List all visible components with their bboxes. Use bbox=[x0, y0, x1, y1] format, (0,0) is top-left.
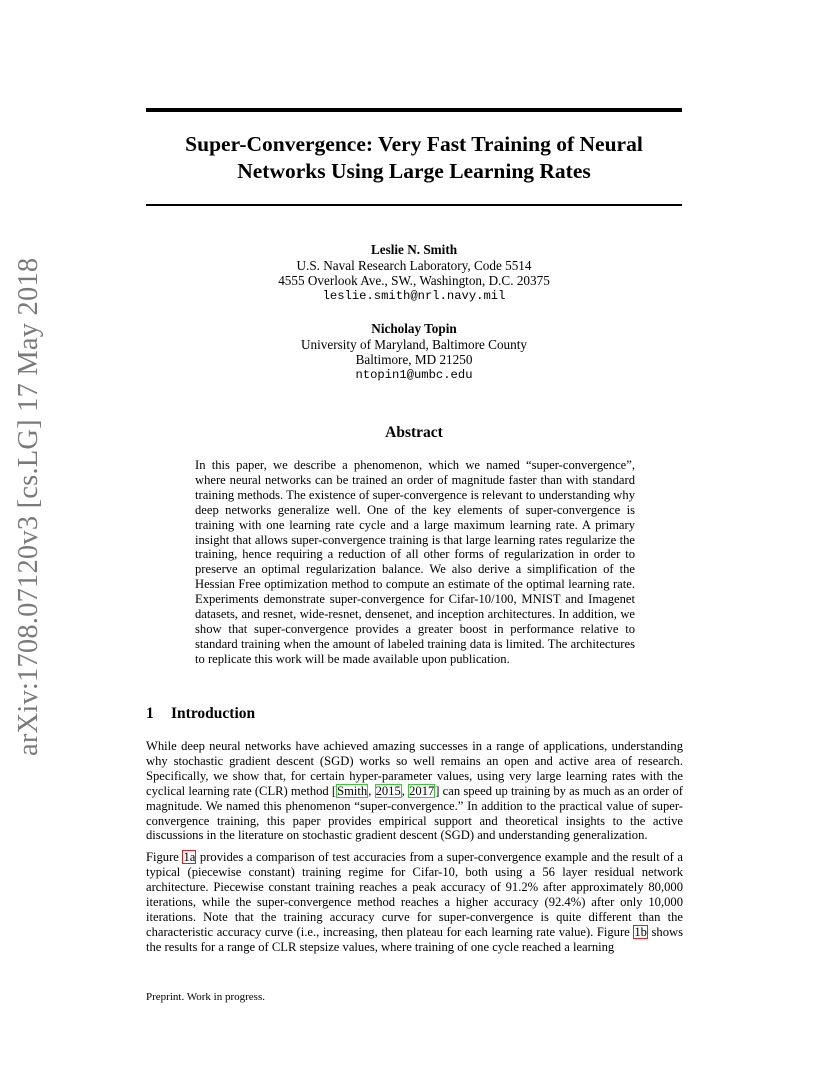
author-list bbox=[146, 242, 682, 400]
introduction-body bbox=[146, 739, 683, 962]
citation-link[interactable]: 2015 bbox=[375, 783, 401, 798]
title-top-rule bbox=[146, 108, 682, 112]
author-email[interactable]: leslie.smith@nrl.navy.mil bbox=[322, 288, 506, 303]
citation-link[interactable]: 2017 bbox=[409, 783, 435, 798]
arxiv-identifier[interactable]: arXiv:1708.07120v3 [cs.LG] 17 May 2018 bbox=[13, 257, 44, 756]
text-run: shows the results for a range of CLR stepsize values, where training of one cycle reached a learning bbox=[146, 924, 684, 954]
citation-link[interactable]: Smith bbox=[337, 783, 368, 798]
text-run: , bbox=[368, 783, 375, 798]
author-address: Baltimore, MD 21250 bbox=[355, 352, 473, 367]
figure-ref-link[interactable]: 1a bbox=[183, 850, 196, 865]
section-heading bbox=[146, 705, 255, 723]
title-bottom-rule bbox=[146, 204, 682, 206]
abstract-heading: Abstract bbox=[385, 424, 443, 441]
section-number: 1 bbox=[146, 705, 154, 722]
title-line-1: Super-Convergence: Very Fast Training of Neural bbox=[185, 132, 643, 156]
figure-ref-link[interactable]: 1b bbox=[634, 924, 647, 939]
paper-title bbox=[146, 131, 682, 185]
author-name: Nicholay Topin bbox=[371, 321, 457, 336]
author-affiliation: U.S. Naval Research Laboratory, Code 5514 bbox=[296, 257, 532, 273]
text-run: Figure bbox=[146, 850, 183, 865]
abstract-text: In this paper, we describe a phenomenon, which we named “super-convergence”, where neural networks can be trained an order of magnitude faster than with standard training methods. The existence of super-convergence is relevant to understanding why deep networks generalize well. One of the key elements of super-convergence is training with one learning rate cycle and a large maximum learning rate. A primary insight that allows super-convergence training is that large learning rates regularize the training, hence requiring a reduction of all other forms of regularization in order to preserve an optimal regularization balance. We also derive a simplification of the Hessian Free optimization method to compute an estimate of the optimal learning rate. Experiments demonstrate super-convergence for Cifar-10/100, MNIST and Imagenet datasets, and resnet, wide-resnet, densenet, and inception architectures. In addition, we show that super-convergence provides a greater boost in performance relative to standard training when the amount of labeled training data is limited. The architectures to replicate this work will be made available upon publication. bbox=[195, 458, 635, 666]
paragraph bbox=[146, 850, 683, 954]
footer-note: Preprint. Work in progress. bbox=[146, 991, 265, 1003]
section-title: Introduction bbox=[171, 705, 256, 722]
text-run: , bbox=[401, 783, 409, 798]
author-affiliation: University of Maryland, Baltimore County bbox=[301, 336, 527, 352]
title-line-2: Networks Using Large Learning Rates bbox=[237, 159, 591, 183]
text-run: provides a comparison of test accuracies from a super-convergence example and the result of a typical (piecewise constant) training regime for Cifar-10, both using a 56 layer residual network architecture. Piecewise constant training reaches a peak accuracy of 91.2% after approximately 80,000 iterations, while the super-convergence method reaches a higher accuracy (92.4%) after only 10,000 iterations. Note that the training accuracy curve for super-convergence is quite different than the characteristic accuracy curve (i.e., increasing, then plateau for each learning rate value). Figure bbox=[146, 850, 683, 939]
paragraph bbox=[146, 739, 683, 843]
author-block bbox=[146, 321, 682, 383]
author-address: 4555 Overlook Ave., SW., Washington, D.C. 20375 bbox=[278, 273, 550, 288]
text-run: While deep neural networks have achieved amazing successes in a range of applications, understanding why stochastic gradient descent (SGD) works so well remains an open and active area of research. Specifically, we show that, for certain hyper-parameter values, using very large learning rates with the cyclical learning rate (CLR) method [ bbox=[146, 739, 683, 798]
author-block bbox=[146, 242, 682, 304]
author-name: Leslie N. Smith bbox=[370, 242, 458, 257]
text-run: ] can speed up training by as much as an order of magnitude. We named this phenomenon “super-convergence.” In addition to the practical value of super-convergence training, this paper provides empirical support and theoretical insights to the active discussions in the literature on stochastic gradient descent (SGD) and understanding generalization. bbox=[146, 783, 684, 843]
author-email[interactable]: ntopin1@umbc.edu bbox=[355, 367, 473, 382]
